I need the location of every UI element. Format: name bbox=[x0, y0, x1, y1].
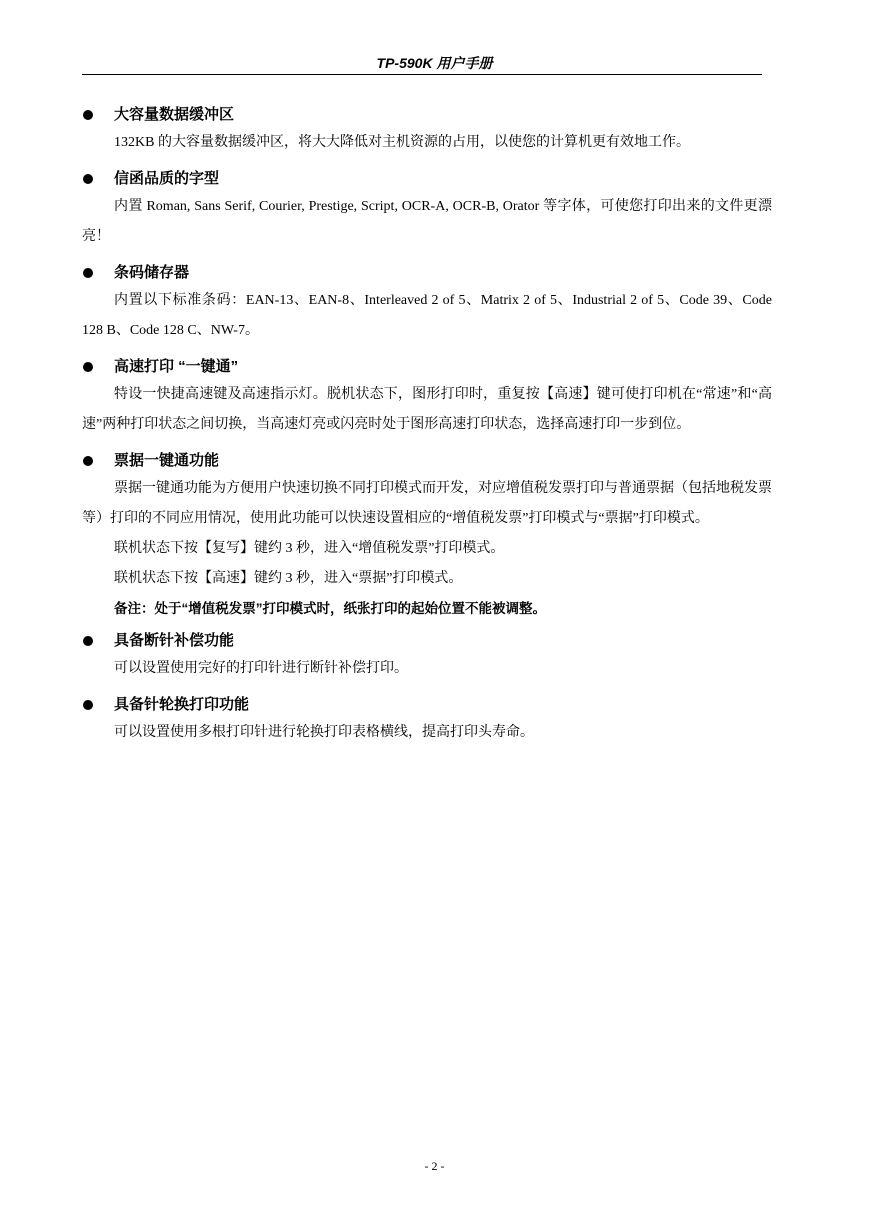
section-paragraph: 票据一键通功能为方便用户快速切换不同打印模式而开发，对应增值税发票打印与普通票据（包括地税发票等）打印的不同应用情况，使用此功能可以快速设置相应的“增值税发票”打印模式与“票据”打印模式。 bbox=[82, 481, 772, 526]
manual-content bbox=[82, 102, 772, 748]
bullet-icon bbox=[83, 174, 93, 184]
page-number: - 2 - bbox=[424, 1159, 445, 1173]
section-paragraph: 联机状态下按【复写】键约 3 秒，进入“增值税发票”打印模式。 bbox=[114, 541, 505, 556]
bullet-icon bbox=[83, 268, 93, 278]
bullet-icon bbox=[83, 636, 93, 646]
section-pin-rotation bbox=[82, 692, 772, 748]
section-heading bbox=[82, 354, 772, 380]
section-bill-one-key bbox=[82, 448, 772, 624]
bullet-icon bbox=[83, 456, 93, 466]
section-paragraph: 联机状态下按【高速】键约 3 秒，进入“票据”打印模式。 bbox=[114, 571, 463, 586]
section-heading bbox=[82, 102, 772, 128]
section-data-buffer bbox=[82, 102, 772, 158]
heading-text: 具备针轮换打印功能 bbox=[114, 696, 250, 713]
heading-text: 高速打印 “一键通” bbox=[114, 358, 239, 375]
section-heading bbox=[82, 628, 772, 654]
section-paragraph: 内置以下标准条码：EAN-13、EAN-8、Interleaved 2 of 5、Matrix 2 of 5、Industrial 2 of 5、Code 39、Code 128 B、Code 128 C、NW-7。 bbox=[82, 293, 772, 338]
bullet-icon bbox=[83, 700, 93, 710]
section-note: 备注：处于“增值税发票”打印模式时，纸张打印的起始位置不能被调整。 bbox=[114, 601, 546, 616]
section-paragraph: 132KB 的大容量数据缓冲区，将大大降低对主机资源的占用，以使您的计算机更有效地工作。 bbox=[114, 135, 690, 150]
section-paragraph: 可以设置使用多根打印针进行轮换打印表格横线，提高打印头寿命。 bbox=[114, 725, 534, 740]
section-heading bbox=[82, 166, 772, 192]
heading-text: 大容量数据缓冲区 bbox=[114, 106, 235, 123]
section-paragraph: 特设一快捷高速键及高速指示灯。脱机状态下，图形打印时，重复按【高速】键可使打印机在“常速”和“高速”两种打印状态之间切换，当高速灯亮或闪亮时处于图形高速打印状态，选择高速打印一步到位。 bbox=[82, 387, 772, 432]
section-heading bbox=[82, 448, 772, 474]
section-broken-pin-compensation bbox=[82, 628, 772, 684]
section-paragraph: 内置 Roman, Sans Serif, Courier, Prestige, Script, OCR-A, OCR-B, Orator 等字体，可使您打印出来的文件更漂亮！ bbox=[82, 199, 772, 244]
heading-text: 信函品质的字型 bbox=[114, 170, 220, 187]
heading-text: 票据一键通功能 bbox=[114, 452, 220, 469]
section-letter-quality-fonts bbox=[82, 166, 772, 252]
bullet-icon bbox=[83, 362, 93, 372]
heading-text: 具备断针补偿功能 bbox=[114, 632, 235, 649]
section-heading bbox=[82, 692, 772, 718]
section-paragraph: 可以设置使用完好的打印针进行断针补偿打印。 bbox=[114, 661, 408, 676]
heading-text: 条码储存器 bbox=[114, 264, 190, 281]
header-divider bbox=[82, 74, 762, 75]
section-heading bbox=[82, 260, 772, 286]
bullet-icon bbox=[83, 110, 93, 120]
section-high-speed-print bbox=[82, 354, 772, 440]
section-barcode-storage bbox=[82, 260, 772, 346]
header-title: TP-590K 用户手册 bbox=[376, 55, 493, 71]
